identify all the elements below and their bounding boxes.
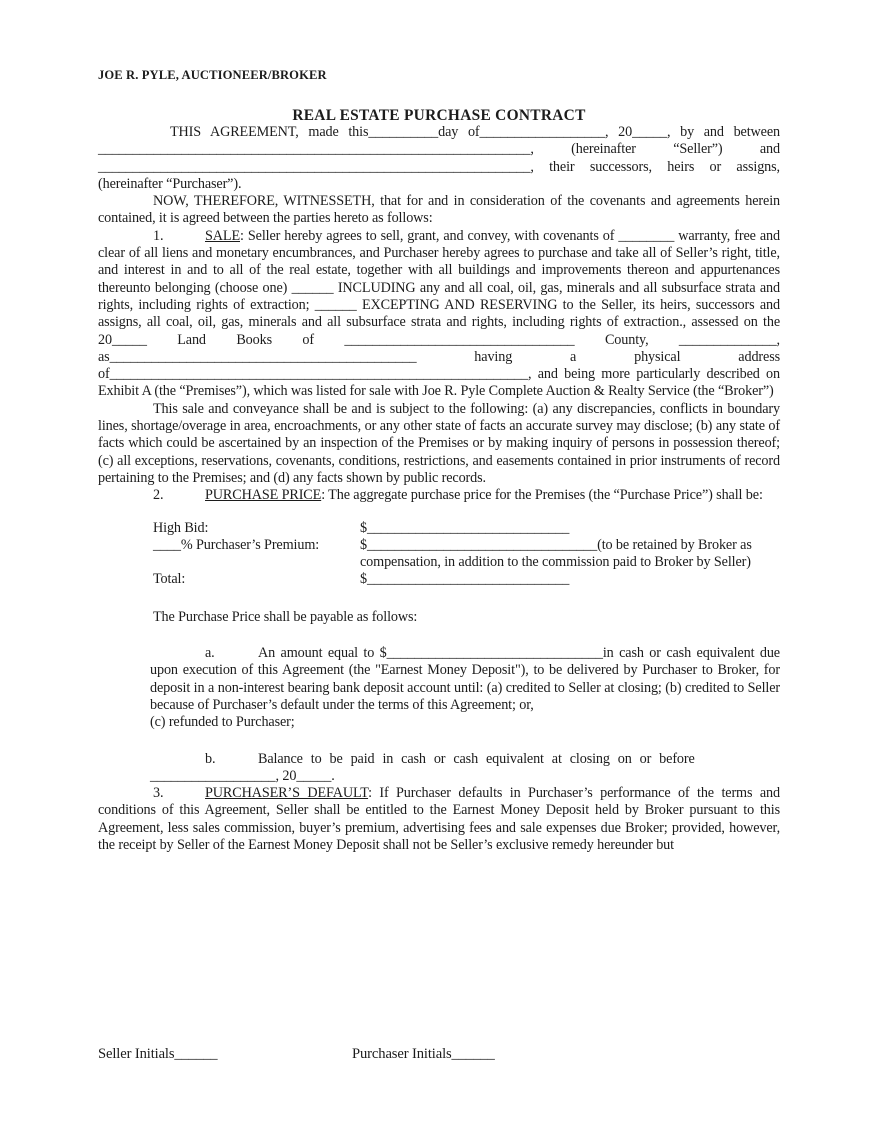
payment-item-a-letter: a. xyxy=(205,645,215,662)
section-purchaser-default-number: 3. xyxy=(153,785,164,802)
price-row-total xyxy=(153,571,780,588)
section-purchase-price xyxy=(98,487,780,504)
payment-item-a xyxy=(150,645,780,731)
agreement-intro-paragraph: THIS AGREEMENT, made this__________day of__________________, 20_____, by and between ______________________________________________________________, (hereinafter “Seller”) and ______________________________________________________________, their successors, heirs or assigns, (hereinafter “Purchaser”). xyxy=(98,124,780,192)
payment-item-a-line2: (c) refunded to Purchaser; xyxy=(150,714,295,731)
total-value-blank: $_____________________________ xyxy=(360,571,570,588)
premium-note-spacer xyxy=(153,554,360,571)
seller-initials-blank: Seller Initials______ xyxy=(98,1046,218,1062)
price-table xyxy=(153,520,780,589)
section-purchaser-default-body: : If Purchaser defaults in Purchaser’s performance of the terms and conditions of this Agreement, Seller shall be entitled to the Earnest Money Deposit held by Broker pursuant to this Agreement, less sales commission, buyer’s premium, advertising fees and sale expenses due Broker; provided, however, the receipt by Seller of the Earnest Money Deposit shall not be Seller’s exclusive remedy hereunder but xyxy=(98,785,780,853)
section-purchase-price-number: 2. xyxy=(153,487,164,504)
price-row-premium-note xyxy=(153,554,780,571)
purchaser-initials-blank: Purchaser Initials______ xyxy=(352,1046,495,1062)
section-sale-number: 1. xyxy=(153,227,164,244)
witnesseth-paragraph: NOW, THEREFORE, WITNESSETH, that for and in consideration of the covenants and agreements herein contained, it is agreed between the parties hereto as follows: xyxy=(98,193,780,227)
high-bid-value-blank: $_____________________________ xyxy=(360,519,570,536)
payment-item-b-paragraph xyxy=(150,751,780,768)
section-sale xyxy=(98,228,780,401)
letterhead: JOE R. PYLE, AUCTIONEER/BROKER xyxy=(98,68,327,82)
payment-item-a-body: An amount equal to $_______________________________in cash or cash equivalent due upon execution of this Agreement (the "Earnest Money Deposit"), to be delivered by Purchaser to Broker, for deposit in a non-interest bearing bank deposit account until: (a) credited to Seller at closing; (b) credited to Seller because of Purchaser’s default under the terms of this Agreement; or, xyxy=(150,645,780,713)
price-row-high-bid xyxy=(153,520,780,537)
section-sale-heading: SALE xyxy=(205,227,240,244)
payment-item-b-body: Balance to be paid in cash or cash equivalent at closing on or before xyxy=(258,750,695,767)
purchasers-premium-value-blank: $_________________________________(to be retained by Broker as xyxy=(360,536,752,553)
high-bid-label: High Bid: xyxy=(153,519,209,536)
payment-item-b-letter: b. xyxy=(205,750,216,767)
subject-to-paragraph: This sale and conveyance shall be and is subject to the following: (a) any discrepancies, conflicts in boundary lines, shortage/overage in area, encroachments, or any other state of facts an accurate survey may disclose; (b) any state of facts which could be ascertained by an inspection of the Premises or by making inquiry of persons in possession thereof; (c) all exceptions, reservations, covenants, conditions, restrictions, and easements contained in prior instruments of record pertaining to the Premises; and (d) any facts shown by public records. xyxy=(98,400,780,486)
payable-intro-line: The Purchase Price shall be payable as follows: xyxy=(153,608,418,625)
payment-item-b xyxy=(150,751,780,786)
section-purchaser-default xyxy=(98,785,780,854)
payment-item-b-line2: __________________, 20_____. xyxy=(150,767,335,784)
total-label: Total: xyxy=(153,571,186,588)
section-purchase-price-heading: PURCHASE PRICE xyxy=(205,487,322,504)
purchasers-premium-label: ____% Purchaser’s Premium: xyxy=(153,536,320,553)
section-purchaser-default-heading: PURCHASER’S DEFAULT xyxy=(205,785,369,802)
document-title: REAL ESTATE PURCHASE CONTRACT xyxy=(292,107,586,124)
payment-item-a-paragraph xyxy=(150,645,780,714)
price-row-purchasers-premium xyxy=(153,537,780,554)
section-purchase-price-body: : The aggregate purchase price for the Premises (the “Purchase Price”) shall be: xyxy=(321,487,763,504)
premium-note-text: compensation, in addition to the commission paid to Broker by Seller) xyxy=(360,554,751,571)
section-sale-body: : Seller hereby agrees to sell, grant, and convey, with covenants of ________ warranty, free and clear of all liens and monetary encumbrances, and Purchaser hereby agrees to purchase and take all of Seller’s right, title, and interest in and to all of the real estate, together with all buildings and improvements thereon and appurtenances thereunto belonging (choose one) ______ INCLUDING any and all coal, oil, gas, minerals and all subsurface strata and rights, including rights of extraction; ______ EXCEPTING AND RESERVING to the Seller, its heirs, successors and assigns, all coal, oil, gas, minerals and all subsurface strata and rights, including rights of extraction., assessed on the 20_____ Land Books of _________________________________ County, ______________, as____________________________________________ having a physical address of____________________________________________________________, and being more particularly described on Exhibit A (the “Premises”), which was listed for sale with Joe R. Pyle Complete Auction & Realty Service (the “Broker”) xyxy=(98,227,780,400)
initials-footer xyxy=(98,1046,781,1066)
